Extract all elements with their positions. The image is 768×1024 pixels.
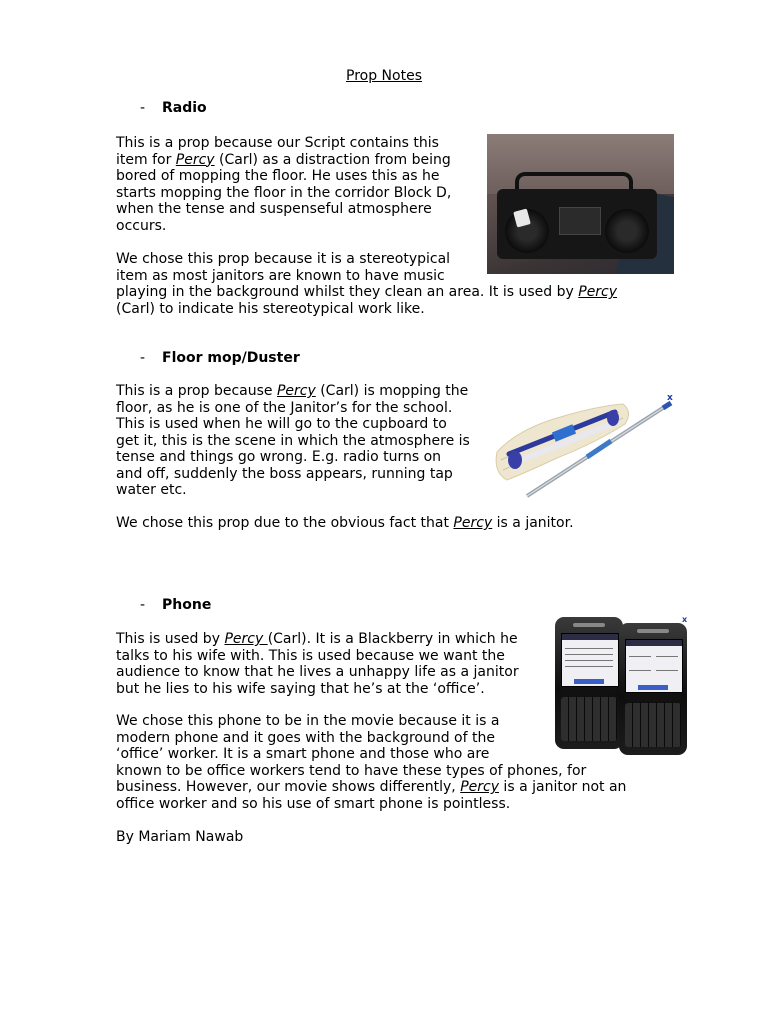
text-run: floor, as he is one of the Janitor’s for the school. <box>116 399 453 416</box>
character-name: Percy <box>224 631 268 647</box>
text-run: get it, this is the scene in which the atmosphere is <box>116 432 470 449</box>
text-run: ‘office’ worker. It is a smart phone and those who are <box>116 746 490 762</box>
phone-paragraph-2 <box>116 713 626 812</box>
text-line <box>116 185 451 202</box>
close-icon[interactable]: x <box>682 615 688 624</box>
text-line <box>116 664 519 681</box>
text-run: water etc. <box>116 482 187 498</box>
text-run: This is used by <box>116 631 225 647</box>
text-run: (Carl) as a distraction from being <box>214 151 451 168</box>
text-run: (Carl) is mopping the <box>315 383 469 399</box>
page-title: Prop Notes <box>346 68 422 84</box>
phone-paragraph-1 <box>116 631 519 697</box>
text-line <box>116 796 626 813</box>
text-run: (Carl) to indicate his stereotypical work like. <box>116 300 425 317</box>
text-run: occurs. <box>116 217 167 234</box>
mop-photo <box>487 390 677 502</box>
text-run: office worker and so his use of smart phone is pointless. <box>116 795 511 812</box>
text-run: playing in the background whilst they clean an area. It is used by <box>116 284 579 300</box>
text-line <box>116 449 470 466</box>
text-run: We chose this prop due to the obvious fact that <box>116 515 454 531</box>
text-run: This is a prop because <box>116 383 277 399</box>
mop-paragraph-1 <box>116 383 470 499</box>
text-run: audience to know that he lives a unhappy life as a janitor <box>116 664 519 680</box>
text-line <box>116 730 626 747</box>
text-run: starts mopping the floor in the corridor Block D, <box>116 184 452 201</box>
text-line <box>116 301 617 318</box>
character-name: Percy <box>175 151 215 168</box>
text-line <box>116 746 626 763</box>
phone-left <box>555 617 623 749</box>
text-run: but he lies to his wife saying that he’s at the ‘office’. <box>116 680 485 697</box>
heading-dash: - <box>140 597 146 613</box>
heading-dash: - <box>140 350 146 366</box>
text-line <box>116 631 519 648</box>
radio-paragraph-1 <box>116 135 451 234</box>
text-line <box>116 648 519 665</box>
text-line <box>116 713 626 730</box>
text-line <box>116 681 519 698</box>
close-icon[interactable]: x <box>667 393 673 403</box>
text-run: This is used when he will go to the cupboard to <box>116 416 447 432</box>
heading-text: Phone <box>162 597 212 613</box>
text-line <box>116 466 470 483</box>
byline: By Mariam Nawab <box>116 829 244 845</box>
text-line <box>116 218 451 235</box>
section-heading-phone <box>140 597 211 613</box>
text-run: is a janitor. <box>492 515 574 531</box>
character-name: Percy <box>460 779 499 795</box>
character-name: Percy <box>276 383 316 399</box>
text-run: item as most janitors are known to have music <box>116 267 445 284</box>
heading-text: Floor mop/Duster <box>162 350 300 366</box>
text-line <box>116 763 626 780</box>
text-line <box>116 284 617 301</box>
text-run: talks to his wife with. This is used because we want the <box>116 647 505 664</box>
text-line <box>116 201 451 218</box>
mop-paragraph-2 <box>116 515 574 532</box>
text-run: is a janitor not an <box>498 779 627 795</box>
text-line <box>116 416 470 433</box>
text-run: modern phone and it goes with the background of the <box>116 729 495 746</box>
text-line <box>116 433 470 450</box>
text-line <box>116 168 451 185</box>
text-run: known to be office workers tend to have these types of phones, for <box>116 762 587 779</box>
text-line <box>116 400 470 417</box>
text-run: We chose this prop because it is a stereotypical <box>116 251 451 267</box>
character-name: Percy <box>453 515 493 531</box>
text-run: tense and things go wrong. E.g. radio turns on <box>116 449 442 465</box>
text-run: bored of mopping the floor. He uses this as he <box>116 168 440 184</box>
text-line <box>116 383 470 400</box>
character-name: Percy <box>578 284 618 300</box>
heading-text: Radio <box>162 100 207 116</box>
text-line <box>116 482 470 499</box>
section-heading-radio <box>140 100 207 116</box>
text-run: when the tense and suspenseful atmosphere <box>116 201 432 217</box>
text-run: item for <box>116 151 176 168</box>
text-line <box>116 515 574 532</box>
radio-photo <box>487 134 674 274</box>
text-run: We chose this phone to be in the movie because it is a <box>116 713 500 729</box>
section-heading-floor-mop <box>140 350 300 366</box>
blackberry-phones-photo <box>553 617 689 757</box>
phone-right <box>619 623 687 755</box>
text-run: and off, suddenly the boss appears, running tap <box>116 465 453 482</box>
text-line <box>116 152 451 169</box>
text-line <box>116 135 451 152</box>
text-run: business. However, our movie shows differently, <box>116 779 461 795</box>
text-run: This is a prop because our Script contains this <box>116 135 439 151</box>
heading-dash: - <box>140 100 146 116</box>
text-run: (Carl). It is a Blackberry in which he <box>267 631 518 647</box>
text-line <box>116 779 626 796</box>
